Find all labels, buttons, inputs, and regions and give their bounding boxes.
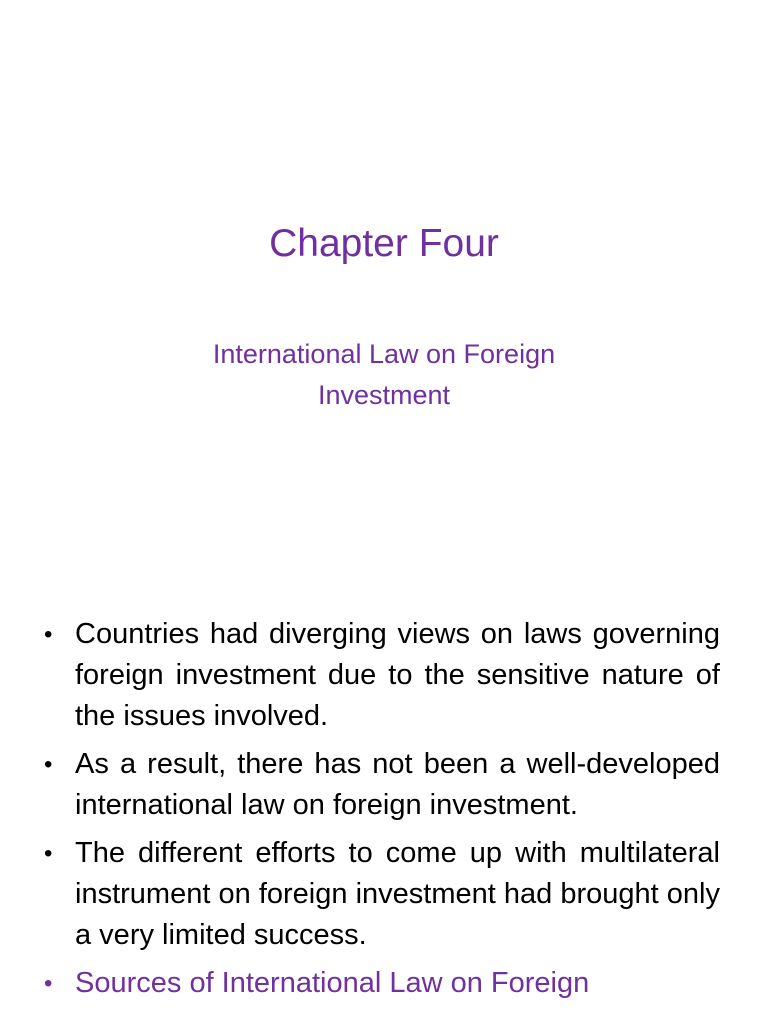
bullet-item-sources — [0, 963, 720, 1004]
bullet-icon: • — [44, 840, 53, 867]
chapter-title: Chapter Four — [269, 222, 499, 265]
bullet-text: Sources of International Law on Foreign — [75, 967, 590, 999]
bullet-text: As a result, there has not been a well-developed international law on foreign investment. — [75, 748, 720, 821]
chapter-subtitle: International Law on Foreign Investment — [212, 339, 556, 410]
bullet-item — [0, 614, 720, 737]
bullet-icon: • — [44, 751, 53, 778]
bullet-text: Countries had diverging views on laws governing foreign investment due to the sensitive nature of the issues involved. — [75, 618, 720, 732]
bullet-icon: • — [44, 970, 53, 997]
bullet-list — [0, 614, 768, 1011]
bullet-item — [0, 744, 720, 826]
bullet-text: The different efforts to come up with multilateral instrument on foreign investment had brought only a very limited success. — [75, 837, 720, 951]
bullet-item — [0, 833, 720, 956]
bullet-icon: • — [44, 621, 53, 648]
